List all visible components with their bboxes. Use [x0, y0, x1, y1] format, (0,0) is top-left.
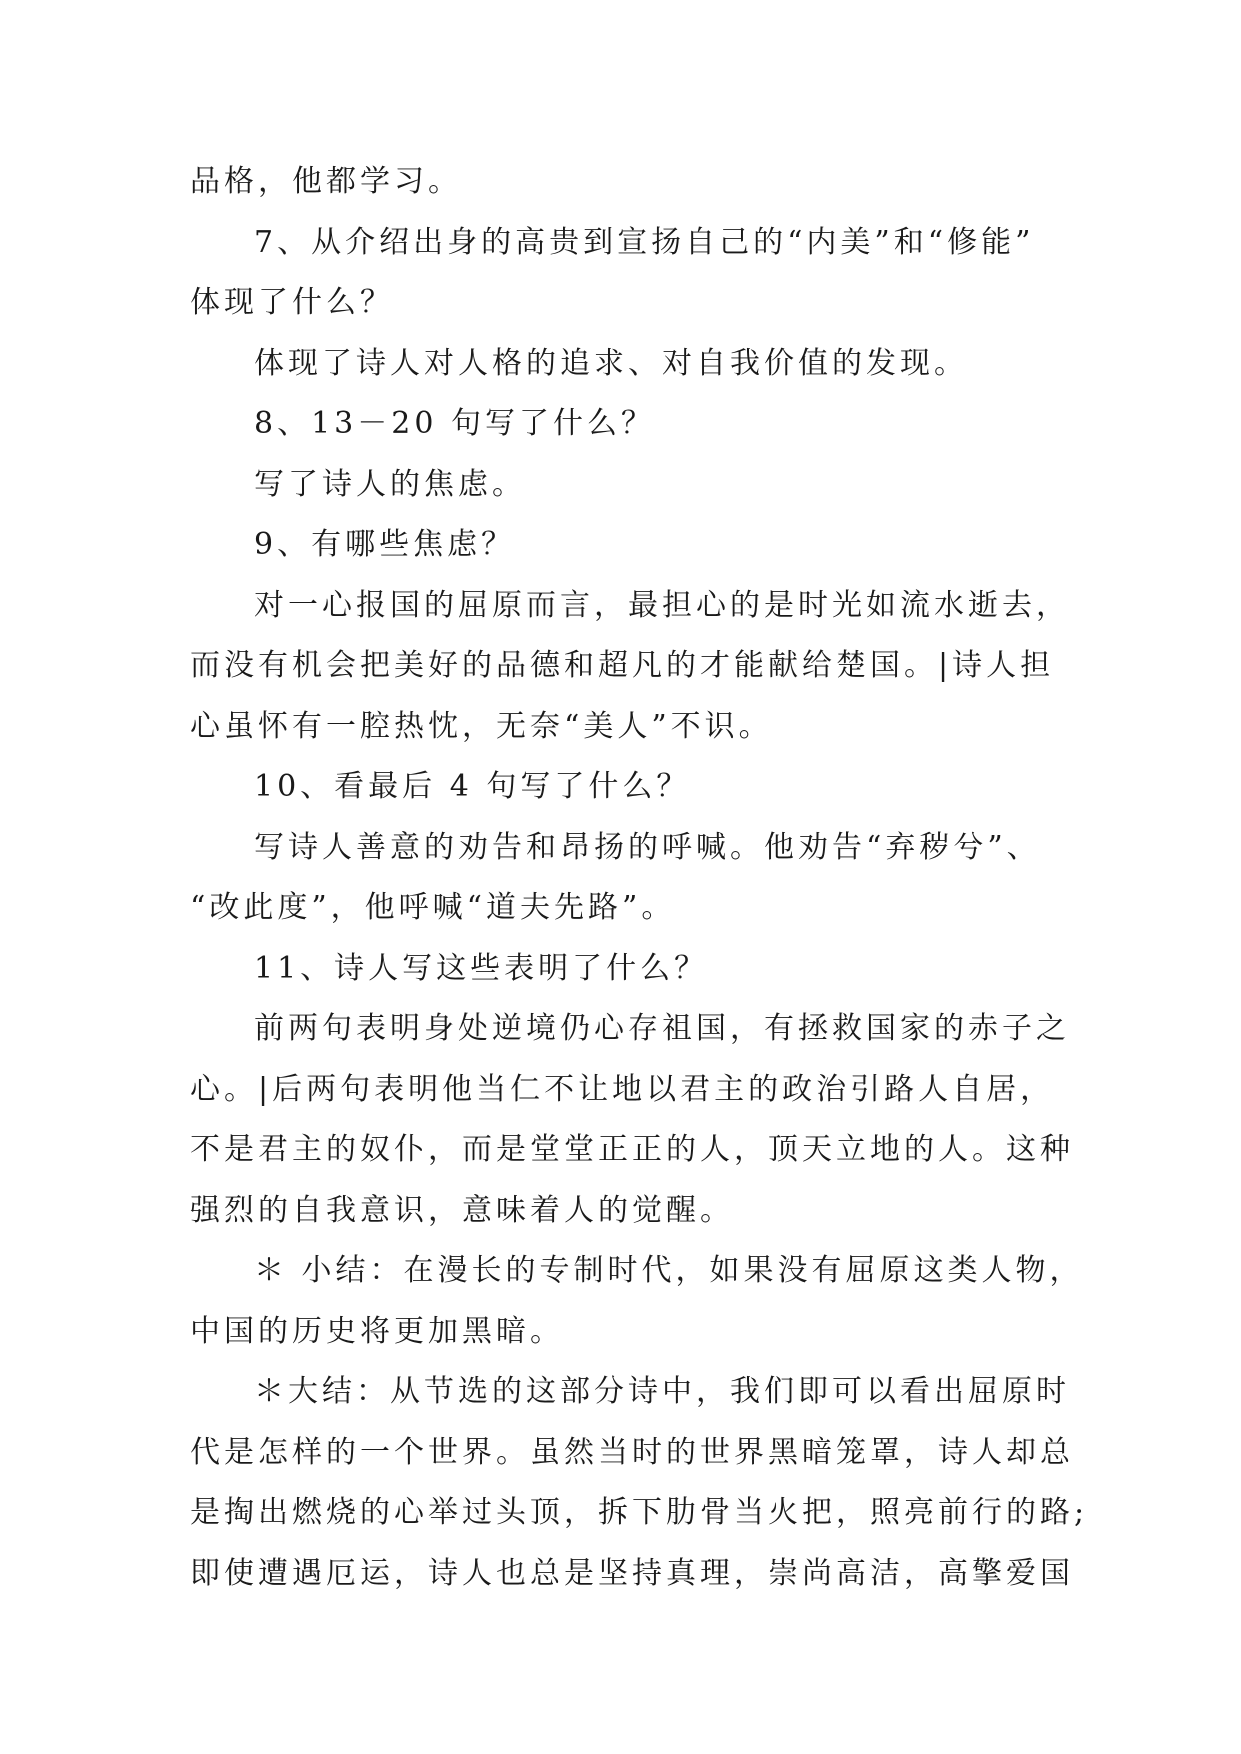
text-line: 是掏出燃烧的心举过头顶，拆下肋骨当火把，照亮前行的路;: [190, 1495, 1089, 1530]
text-line: 不是君主的奴仆，而是堂堂正正的人，顶天立地的人。这种: [190, 1132, 1074, 1167]
text-line: 前两句表明身处逆境仍心存祖国，有拯救国家的赤子之: [254, 1011, 1070, 1046]
text-line: 9、有哪些焦虑？: [254, 527, 516, 562]
text-line: 7、从介绍出身的高贵到宣扬自己的“内美”和“修能”: [254, 224, 1035, 260]
text-line: 强烈的自我意识，意味着人的觉醒。: [190, 1192, 734, 1228]
text-line: 心虽怀有一腔热忱，无奈“美人”不识。: [190, 708, 773, 744]
text-line: 而没有机会把美好的品德和超凡的才能献给楚国。|诗人担: [190, 648, 1055, 683]
text-line: ＊ 小结：在漫长的专制时代，如果没有屈原这类人物，: [254, 1253, 1084, 1288]
text-line: 代是怎样的一个世界。虽然当时的世界黑暗笼罩，诗人却总: [190, 1434, 1074, 1470]
text-line: “改此度”，他呼喊“道夫先路”。: [190, 890, 676, 925]
text-line: ＊大结：从节选的这部分诗中，我们即可以看出屈原时: [254, 1374, 1070, 1409]
text-line: 心。|后两句表明他当仁不让地以君主的政治引路人自居，: [190, 1071, 1055, 1107]
text-line: 即使遭遇厄运，诗人也总是坚持真理，崇尚高洁，高擎爱国: [190, 1555, 1074, 1591]
text-line: 对一心报国的屈原而言，最担心的是时光如流水逝去，: [254, 587, 1070, 623]
text-line: 11、诗人写这些表明了什么？: [254, 950, 709, 986]
text-line: 写诗人善意的劝告和昂扬的呼喊。他劝告“弃秽兮”、: [254, 829, 1041, 865]
text-line: 品格，他都学习。: [190, 164, 462, 199]
text-line: 10、看最后 4 句写了什么？: [254, 769, 691, 804]
text-line: 写了诗人的焦虑。: [254, 466, 526, 502]
text-line: 体现了什么？: [190, 285, 394, 320]
text-line: 中国的历史将更加黑暗。: [190, 1313, 564, 1349]
text-line: 体现了诗人对人格的追求、对自我价值的发现。: [254, 345, 968, 381]
text-line: 8、13－20 句写了什么？: [254, 406, 655, 441]
document-body: [190, 152, 1090, 1604]
